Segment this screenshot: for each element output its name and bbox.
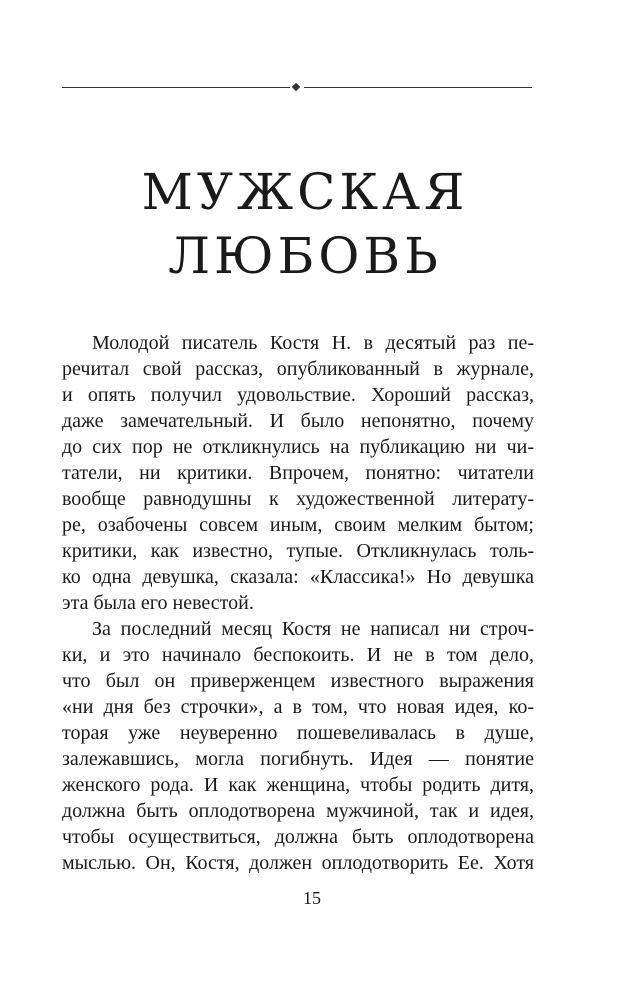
text-line: «ни дня без строчки», а в том, что новая идея, ко- xyxy=(62,696,534,718)
text-line: и опять получил удовольствие. Хороший рассказ, xyxy=(62,384,534,406)
text-line: Молодой писатель Костя Н. в десятый раз пе- xyxy=(92,332,534,354)
ornament-diamond xyxy=(292,83,300,91)
body-text xyxy=(62,330,534,876)
text-line: до сих пор не откликнулись на публикацию ни чи- xyxy=(62,436,534,458)
text-line: ре, озабочены совсем иным, своим мелким бытом; xyxy=(62,514,534,536)
page-number: 15 xyxy=(303,888,321,908)
text-line: татели, ни критики. Впрочем, понятно: читатели xyxy=(62,462,534,484)
text-line: чтобы осуществиться, должна быть оплодотворена xyxy=(62,826,534,848)
text-line: речитал свой рассказ, опубликованный в журнале, xyxy=(62,358,534,380)
text-line: эта была его невестой. xyxy=(62,592,254,614)
text-line: ко одна девушка, сказала: «Классика!» Но девушка xyxy=(62,566,534,588)
text-line: вообще равнодушны к художественной литерату- xyxy=(62,488,534,510)
ornament-rule-right xyxy=(304,87,532,88)
text-line: ки, и это начинало беспокоить. И не в том дело, xyxy=(62,644,534,666)
chapter-title xyxy=(0,160,610,288)
text-line: залежавшись, могла погибнуть. Идея — понятие xyxy=(62,748,534,770)
ornament-rule-left xyxy=(62,87,290,88)
header-ornament xyxy=(62,84,532,92)
text-line: женского рода. И как женщина, чтобы родить дитя, xyxy=(62,774,534,796)
text-line: торая уже неуверенно пошевеливалась в душе, xyxy=(62,722,534,744)
text-line: критики, как известно, тупые. Откликнулась толь- xyxy=(62,540,534,562)
chapter-title-line-1: МУЖСКАЯ xyxy=(141,163,469,221)
text-line: За последний месяц Костя не написал ни строч- xyxy=(92,618,534,640)
text-line: что был он приверженцем известного выражения xyxy=(62,670,534,692)
text-line: мыслью. Он, Костя, должен оплодотворить Ее. Хотя xyxy=(62,852,534,874)
chapter-title-line-2: ЛЮБОВЬ xyxy=(168,227,442,285)
text-line: даже замечательный. И было непонятно, почему xyxy=(62,410,534,432)
text-line: должна быть оплодотворена мужчиной, так и идея, xyxy=(62,800,534,822)
